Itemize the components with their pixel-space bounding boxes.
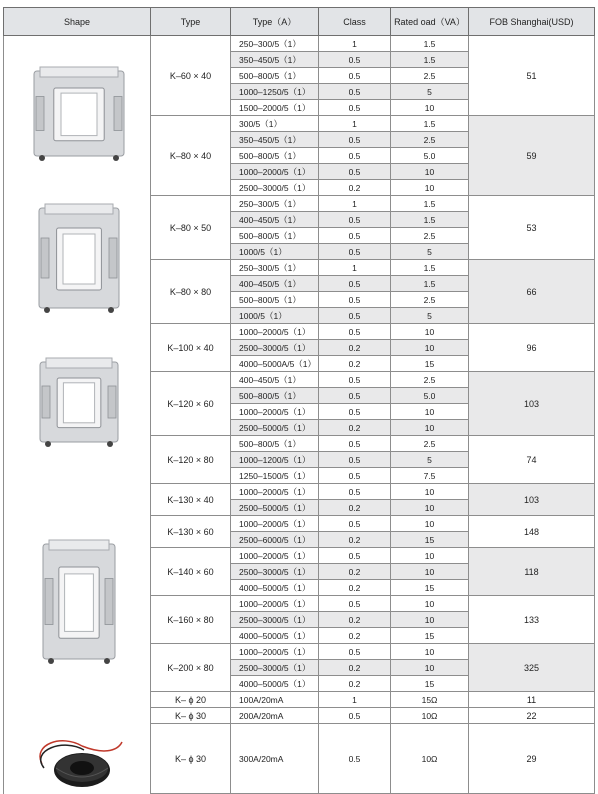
- fob-price-cell: 148: [469, 516, 595, 548]
- model-type-cell: K–80 × 80: [151, 260, 231, 324]
- current-transformer-icon: [27, 202, 127, 318]
- accuracy-class-cell: 0.5: [319, 724, 391, 794]
- header-type: Type: [151, 8, 231, 36]
- accuracy-class-cell: 0.5: [319, 436, 391, 452]
- fob-price-cell: 22: [469, 708, 595, 724]
- accuracy-class-cell: 0.5: [319, 596, 391, 612]
- rated-load-cell: 2.5: [391, 132, 469, 148]
- current-transformer-icon: [28, 356, 126, 452]
- rated-load-cell: 10: [391, 500, 469, 516]
- accuracy-class-cell: 0.5: [319, 548, 391, 564]
- current-range-cell: 4000–5000/5（1）: [231, 628, 319, 644]
- rated-load-cell: 10: [391, 420, 469, 436]
- product-image-cell: [4, 484, 151, 724]
- rated-load-cell: 15: [391, 356, 469, 372]
- accuracy-class-cell: 0.5: [319, 52, 391, 68]
- accuracy-class-cell: 0.2: [319, 356, 391, 372]
- current-range-cell: 2500–3000/5（1）: [231, 564, 319, 580]
- accuracy-class-cell: 0.2: [319, 340, 391, 356]
- header-current-range: Type（A）: [231, 8, 319, 36]
- model-type-cell: K–100 × 40: [151, 324, 231, 372]
- model-type-cell: K–120 × 60: [151, 372, 231, 436]
- rated-load-cell: 10: [391, 612, 469, 628]
- accuracy-class-cell: 0.5: [319, 308, 391, 324]
- rated-load-cell: 10: [391, 324, 469, 340]
- accuracy-class-cell: 0.5: [319, 292, 391, 308]
- accuracy-class-cell: 1: [319, 196, 391, 212]
- table-row: [4, 324, 595, 340]
- rated-load-cell: 10: [391, 180, 469, 196]
- rated-load-cell: 10: [391, 548, 469, 564]
- current-range-cell: 1000–2000/5（1）: [231, 484, 319, 500]
- fob-price-cell: 133: [469, 596, 595, 644]
- rated-load-cell: 7.5: [391, 468, 469, 484]
- accuracy-class-cell: 0.2: [319, 660, 391, 676]
- rated-load-cell: 5.0: [391, 388, 469, 404]
- table-row: [4, 36, 595, 52]
- accuracy-class-cell: 0.5: [319, 372, 391, 388]
- current-range-cell: 500–800/5（1）: [231, 436, 319, 452]
- current-range-cell: 2500–3000/5（1）: [231, 612, 319, 628]
- rated-load-cell: 10: [391, 164, 469, 180]
- fob-price-cell: 51: [469, 36, 595, 116]
- current-range-cell: 1000–1200/5（1）: [231, 452, 319, 468]
- model-type-cell: K–200 × 80: [151, 644, 231, 692]
- product-image-cell: [4, 36, 151, 196]
- current-range-cell: 1000/5（1）: [231, 308, 319, 324]
- current-range-cell: 1000–2000/5（1）: [231, 404, 319, 420]
- rated-load-cell: 15Ω: [391, 692, 469, 708]
- current-range-cell: 1250–1500/5（1）: [231, 468, 319, 484]
- rated-load-cell: 15: [391, 628, 469, 644]
- model-type-cell: K–160 × 80: [151, 596, 231, 644]
- model-type-cell: K– ϕ 30: [151, 724, 231, 794]
- current-range-cell: 500–800/5（1）: [231, 292, 319, 308]
- accuracy-class-cell: 0.5: [319, 388, 391, 404]
- table-row: [4, 724, 595, 794]
- model-type-cell: K–140 × 60: [151, 548, 231, 596]
- rated-load-cell: 10: [391, 596, 469, 612]
- current-range-cell: 2500–5000/5（1）: [231, 420, 319, 436]
- model-type-cell: K–130 × 40: [151, 484, 231, 516]
- current-range-cell: 4000–5000A/5（1）: [231, 356, 319, 372]
- current-range-cell: 500–800/5（1）: [231, 148, 319, 164]
- accuracy-class-cell: 0.5: [319, 212, 391, 228]
- fob-price-cell: 103: [469, 484, 595, 516]
- accuracy-class-cell: 1: [319, 692, 391, 708]
- rated-load-cell: 1.5: [391, 212, 469, 228]
- fob-price-cell: 53: [469, 196, 595, 260]
- current-transformer-icon: [31, 538, 123, 669]
- accuracy-class-cell: 0.2: [319, 180, 391, 196]
- accuracy-class-cell: 0.5: [319, 484, 391, 500]
- accuracy-class-cell: 0.2: [319, 500, 391, 516]
- model-type-cell: K–60 × 40: [151, 36, 231, 116]
- current-range-cell: 1000–1250/5（1）: [231, 84, 319, 100]
- header-rated-load: Rated oad（VA）: [391, 8, 469, 36]
- header-class: Class: [319, 8, 391, 36]
- current-range-cell: 1000–2000/5（1）: [231, 324, 319, 340]
- current-range-cell: 350–450/5（1）: [231, 132, 319, 148]
- rated-load-cell: 15: [391, 676, 469, 692]
- fob-price-cell: 74: [469, 436, 595, 484]
- accuracy-class-cell: 0.5: [319, 404, 391, 420]
- model-type-cell: K–120 × 80: [151, 436, 231, 484]
- current-range-cell: 1000–2000/5（1）: [231, 164, 319, 180]
- fob-price-cell: 103: [469, 372, 595, 436]
- accuracy-class-cell: 0.5: [319, 468, 391, 484]
- rated-load-cell: 5: [391, 452, 469, 468]
- accuracy-class-cell: 0.5: [319, 132, 391, 148]
- fob-price-cell: 118: [469, 548, 595, 596]
- current-range-cell: 400–450/5（1）: [231, 276, 319, 292]
- rated-load-cell: 10Ω: [391, 724, 469, 794]
- rated-load-cell: 1.5: [391, 260, 469, 276]
- rated-load-cell: 1.5: [391, 36, 469, 52]
- current-range-cell: 250–300/5（1）: [231, 260, 319, 276]
- rated-load-cell: 15: [391, 532, 469, 548]
- model-type-cell: K–80 × 40: [151, 116, 231, 196]
- model-type-cell: K– ϕ 20: [151, 692, 231, 708]
- current-range-cell: 1000–2000/5（1）: [231, 644, 319, 660]
- accuracy-class-cell: 0.5: [319, 244, 391, 260]
- table-body: [4, 36, 595, 794]
- current-range-cell: 350–450/5（1）: [231, 52, 319, 68]
- current-range-cell: 2500–3000/5（1）: [231, 180, 319, 196]
- current-range-cell: 500–800/5（1）: [231, 68, 319, 84]
- accuracy-class-cell: 0.5: [319, 452, 391, 468]
- rated-load-cell: 5: [391, 244, 469, 260]
- current-transformer-icon: [22, 65, 132, 166]
- current-range-cell: 250–300/5（1）: [231, 196, 319, 212]
- rated-load-cell: 10: [391, 644, 469, 660]
- accuracy-class-cell: 0.5: [319, 148, 391, 164]
- rated-load-cell: 5: [391, 84, 469, 100]
- accuracy-class-cell: 0.5: [319, 324, 391, 340]
- table-row: [4, 484, 595, 500]
- current-range-cell: 4000–5000/5（1）: [231, 580, 319, 596]
- accuracy-class-cell: 0.2: [319, 532, 391, 548]
- accuracy-class-cell: 0.5: [319, 516, 391, 532]
- accuracy-class-cell: 0.2: [319, 612, 391, 628]
- current-range-cell: 1500–2000/5（1）: [231, 100, 319, 116]
- rated-load-cell: 1.5: [391, 276, 469, 292]
- toroid-ct-icon: [22, 724, 132, 794]
- rated-load-cell: 1.5: [391, 116, 469, 132]
- rated-load-cell: 2.5: [391, 372, 469, 388]
- accuracy-class-cell: 0.5: [319, 276, 391, 292]
- accuracy-class-cell: 0.5: [319, 228, 391, 244]
- product-image-cell: [4, 724, 151, 794]
- rated-load-cell: 10: [391, 100, 469, 116]
- accuracy-class-cell: 1: [319, 260, 391, 276]
- fob-price-cell: 11: [469, 692, 595, 708]
- current-range-cell: 2500–6000/5（1）: [231, 532, 319, 548]
- current-range-cell: 2500–5000/5（1）: [231, 500, 319, 516]
- accuracy-class-cell: 0.5: [319, 68, 391, 84]
- ct-spec-price-table: [3, 7, 595, 794]
- rated-load-cell: 5: [391, 308, 469, 324]
- accuracy-class-cell: 0.5: [319, 708, 391, 724]
- current-range-cell: 100A/20mA: [231, 692, 319, 708]
- rated-load-cell: 2.5: [391, 68, 469, 84]
- accuracy-class-cell: 0.5: [319, 84, 391, 100]
- current-range-cell: 1000–2000/5（1）: [231, 596, 319, 612]
- accuracy-class-cell: 0.2: [319, 676, 391, 692]
- current-range-cell: 400–450/5（1）: [231, 212, 319, 228]
- rated-load-cell: 10: [391, 340, 469, 356]
- current-range-cell: 400–450/5（1）: [231, 372, 319, 388]
- current-range-cell: 250–300/5（1）: [231, 36, 319, 52]
- rated-load-cell: 10Ω: [391, 708, 469, 724]
- header-fob-price: FOB Shanghai(USD): [469, 8, 595, 36]
- accuracy-class-cell: 0.5: [319, 100, 391, 116]
- current-range-cell: 500–800/5（1）: [231, 228, 319, 244]
- accuracy-class-cell: 1: [319, 36, 391, 52]
- current-range-cell: 300A/20mA: [231, 724, 319, 794]
- fob-price-cell: 325: [469, 644, 595, 692]
- product-image-cell: [4, 196, 151, 324]
- rated-load-cell: 10: [391, 660, 469, 676]
- current-range-cell: 300/5（1）: [231, 116, 319, 132]
- current-range-cell: 1000–2000/5（1）: [231, 548, 319, 564]
- fob-price-cell: 29: [469, 724, 595, 794]
- product-image-cell: [4, 324, 151, 484]
- rated-load-cell: 2.5: [391, 228, 469, 244]
- accuracy-class-cell: 0.5: [319, 644, 391, 660]
- model-type-cell: K– ϕ 30: [151, 708, 231, 724]
- current-range-cell: 2500–3000/5（1）: [231, 340, 319, 356]
- current-range-cell: 2500–3000/5（1）: [231, 660, 319, 676]
- accuracy-class-cell: 0.5: [319, 164, 391, 180]
- model-type-cell: K–80 × 50: [151, 196, 231, 260]
- accuracy-class-cell: 0.2: [319, 580, 391, 596]
- fob-price-cell: 96: [469, 324, 595, 372]
- table-header-row: [4, 8, 595, 36]
- rated-load-cell: 1.5: [391, 196, 469, 212]
- rated-load-cell: 15: [391, 580, 469, 596]
- accuracy-class-cell: 0.2: [319, 420, 391, 436]
- rated-load-cell: 10: [391, 484, 469, 500]
- fob-price-cell: 66: [469, 260, 595, 324]
- rated-load-cell: 1.5: [391, 52, 469, 68]
- rated-load-cell: 10: [391, 404, 469, 420]
- accuracy-class-cell: 1: [319, 116, 391, 132]
- table-row: [4, 196, 595, 212]
- accuracy-class-cell: 0.2: [319, 564, 391, 580]
- current-range-cell: 1000/5（1）: [231, 244, 319, 260]
- header-shape: Shape: [4, 8, 151, 36]
- rated-load-cell: 5.0: [391, 148, 469, 164]
- rated-load-cell: 10: [391, 564, 469, 580]
- rated-load-cell: 2.5: [391, 292, 469, 308]
- accuracy-class-cell: 0.2: [319, 628, 391, 644]
- rated-load-cell: 2.5: [391, 436, 469, 452]
- current-range-cell: 4000–5000/5（1）: [231, 676, 319, 692]
- model-type-cell: K–130 × 60: [151, 516, 231, 548]
- current-range-cell: 1000–2000/5（1）: [231, 516, 319, 532]
- fob-price-cell: 59: [469, 116, 595, 196]
- current-range-cell: 200A/20mA: [231, 708, 319, 724]
- current-range-cell: 500–800/5（1）: [231, 388, 319, 404]
- rated-load-cell: 10: [391, 516, 469, 532]
